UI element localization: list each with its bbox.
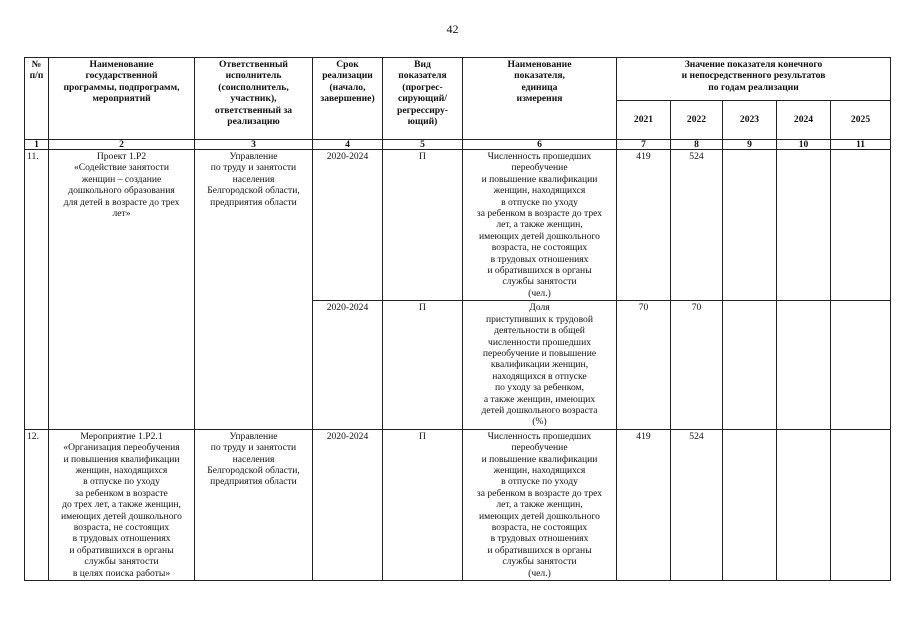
- header-indicator-type: Вид показателя (прогрес- сирующий/ регрессиру- ющий): [383, 58, 463, 140]
- value-2025: [831, 301, 891, 429]
- indicator-name: Численность прошедших переобучение и повышение квалификации женщин, находящихся в отпуске по уходу за ребенком в возрасте до трех лет, а также женщин, имеющих детей дошкольного возраста, не состоящих в трудовых отношениях и обратившихся в органы службы занятости (чел.): [463, 150, 617, 301]
- column-number: 2: [49, 140, 195, 150]
- value-2025: [831, 429, 891, 580]
- header-num: № п/п: [25, 58, 49, 140]
- column-number: 7: [617, 140, 671, 150]
- value-2023: [723, 429, 777, 580]
- column-number: 9: [723, 140, 777, 150]
- indicator-name: Численность прошедших переобучение и повышение квалификации женщин, находящихся в отпуске по уходу за ребенком в возрасте до трех лет, а также женщин, имеющих детей дошкольного возраста, не состоящих в трудовых отношениях и обратившихся в органы службы занятости (чел.): [463, 429, 617, 580]
- page-number: 42: [446, 22, 459, 36]
- value-2021: 70: [617, 301, 671, 429]
- column-number: 5: [383, 140, 463, 150]
- indicator-type: П: [383, 301, 463, 429]
- term: 2020-2024: [313, 429, 383, 580]
- row-number: 11.: [25, 150, 49, 430]
- value-2024: [777, 301, 831, 429]
- row-number: 12.: [25, 429, 49, 580]
- header-name: Наименование государственной программы, подпрограмм, мероприятий: [49, 58, 195, 140]
- header-year: 2024: [777, 101, 831, 140]
- responsible-executor: Управление по труду и занятости населения Белгородской области, предприятия области: [195, 150, 313, 430]
- value-2021: 419: [617, 150, 671, 301]
- indicators-table: [24, 57, 891, 581]
- term: 2020-2024: [313, 150, 383, 301]
- header-term: Срок реализации (начало, завершение): [313, 58, 383, 140]
- header-indicator-name: Наименование показателя, единица измерения: [463, 58, 617, 140]
- table-row: [25, 150, 891, 301]
- value-2022: 524: [671, 150, 723, 301]
- value-2022: 70: [671, 301, 723, 429]
- program-name: Проект 1.Р2 «Содействие занятости женщин – создание дошкольного образования для детей в возрасте до трех лет»: [49, 150, 195, 430]
- header-year: 2025: [831, 101, 891, 140]
- header-responsible: Ответственный исполнитель (соисполнитель, участник), ответственный за реализацию: [195, 58, 313, 140]
- column-number: 11: [831, 140, 891, 150]
- value-2023: [723, 150, 777, 301]
- column-number: 8: [671, 140, 723, 150]
- responsible-executor: Управление по труду и занятости населения Белгородской области, предприятия области: [195, 429, 313, 580]
- header-year: 2021: [617, 101, 671, 140]
- value-2021: 419: [617, 429, 671, 580]
- column-number: 4: [313, 140, 383, 150]
- column-number: 10: [777, 140, 831, 150]
- table-row: [25, 429, 891, 580]
- header-values: Значение показателя конечного и непосредственного результатов по годам реализации: [617, 58, 891, 101]
- header-year: 2022: [671, 101, 723, 140]
- header-year: 2023: [723, 101, 777, 140]
- value-2024: [777, 150, 831, 301]
- term: 2020-2024: [313, 301, 383, 429]
- column-number: 3: [195, 140, 313, 150]
- indicator-type: П: [383, 429, 463, 580]
- value-2023: [723, 301, 777, 429]
- value-2025: [831, 150, 891, 301]
- program-name: Мероприятие 1.Р2.1 «Организация переобучения и повышения квалификации женщин, находящихся в отпуске по уходу за ребенком в возрасте до трех лет, а также женщин, имеющих детей дошкольного возраста, не состоящих в трудовых отношениях и обратившихся в органы службы занятости в целях поиска работы»: [49, 429, 195, 580]
- indicator-type: П: [383, 150, 463, 301]
- value-2022: 524: [671, 429, 723, 580]
- column-number: 1: [25, 140, 49, 150]
- indicator-name: Доля приступивших к трудовой деятельности в общей численности прошедших переобучение и повышение квалификации женщин, находящихся в отпуске по уходу за ребенком, а также женщин, имеющих детей дошкольного возраста (%): [463, 301, 617, 429]
- value-2024: [777, 429, 831, 580]
- column-number: 6: [463, 140, 617, 150]
